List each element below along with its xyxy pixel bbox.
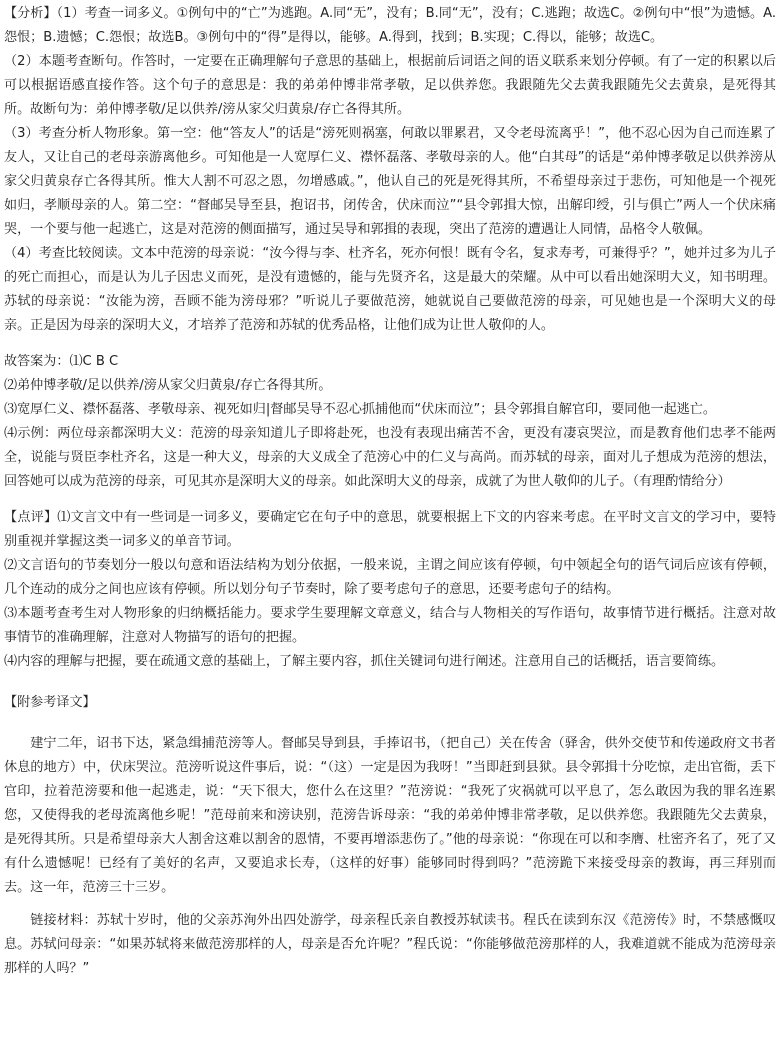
comment-section bbox=[4, 506, 776, 674]
translation-section bbox=[4, 691, 776, 981]
translation-heading: 【附参考译文】 bbox=[4, 695, 96, 710]
answer-4: ⑷示例：两位母亲都深明大义：范滂的母亲知道儿子即将赴死，也没有表现出痛苦不舍，更没有凄哀哭泣，而是教育他们忠孝不能两全，说能与贤臣李杜齐名，这是一种大义，母亲的大义成全了范滂心中的仁义与高尚。而苏轼的母亲，面对儿子想成为范滂的想法，回答她可以成为范滂的母亲，可见其亦是深明大义的母亲。如此深明大义的母亲，成就了为世人敬仰的儿子。（有理酌情给分） bbox=[4, 426, 776, 489]
comment-1: 【点评】⑴文言文中有一些词是一词多义，要确定它在句子中的意思，就要根据上下文的内容来考虑。在平时文言文的学习中，要特别重视并掌握这类一词多义的单音节词。 bbox=[4, 510, 776, 549]
analysis-part-1: 【分析】（1）考查一词多义。①例句中的“亡”为逃跑。A.同“无”，没有；B.同“无”，没有；C.逃跑；故选C。②例句中“恨”为遗憾。A.怨恨；B.遗憾；C.怨恨；故选B。③例句中的“得”是得以，能够。A.得到，找到；B.实现；C.得以，能够；故选C。 bbox=[4, 6, 776, 45]
link-material-paragraph: 链接材料：苏轼十岁时，他的父亲苏洵外出四处游学，母亲程氏亲自教授苏轼读书。程氏在读到东汉《范滂传》时，不禁感慨叹息。苏轼问母亲：“如果苏轼将来做范滂那样的人，母亲是否允许呢？”程氏说：“你能够做范滂那样的人，我难道就不能成为范滂母亲那样的人吗？” bbox=[4, 913, 776, 976]
answer-section bbox=[4, 350, 776, 494]
analysis-part-2: （2）本题考查断句。作答时，一定要在正确理解句子意思的基础上，根据前后词语之间的语义联系来划分停顿。有了一定的积累以后可以根据语感直接作答。这个句子的意思是：我的弟弟仲博非常孝敬，足以供养您。我跟随先父去黄我跟随先父去黄泉，是死得其所。故断句为：弟仲博孝敬/足以供养/滂从家父归黄泉/存亡各得其所。 bbox=[4, 54, 776, 117]
comment-2: ⑵文言语句的节奏划分一般以句意和语法结构为划分依据，一般来说，主谓之间应该有停顿，句中领起全句的语气词后应该有停顿，几个连动的成分之间也应该有停顿。所以划分句子节奏时，除了要考虑句子的意思，还要考虑句子的结构。 bbox=[4, 558, 776, 597]
comment-4: ⑷内容的理解与把握，要在疏通文意的基础上，了解主要内容，抓住关键词句进行阐述。注意用自己的话概括，语言要简练。 bbox=[4, 654, 725, 669]
analysis-part-3: （3）考查分析人物形象。第一空：他“答友人”的话是“滂死则祸塞，何敢以罪累君，又令老母流离乎！”，他不忍心因为自己而连累了友人，又让自己的老母亲游离他乡。可知他是一人宽厚仁义、襟怀磊落、孝敬母亲的人。他“白其母”的话是“弟仲博孝敬足以供养滂从家父归黄泉存亡各得其所。惟大人割不可忍之恩，勿增感戚。”，他认自己的死是死得其所，不希望母亲过于悲伤，可知他是一个视死如归，孝顺母亲的人。第二空：“督邮吴导至县，抱诏书，闭传舍，伏床而泣”“县令郭揖大惊，出解印绶，引与俱亡”两人一个伏床痛哭，一个要与他一起逃亡，这是对范滂的侧面描写，通过吴导和郭揖的表现，突出了范滂的遭遇让人同情，品格令人敬佩。 bbox=[4, 126, 776, 237]
translation-paragraph: 建宁二年，诏书下达，紧急缉捕范滂等人。督邮吴导到县，手捧诏书，（把自己）关在传舍（驿舍，供外交使节和传递政府文书者休息的地方）中，伏床哭泣。范滂听说这件事后，说：“（这）一定是因为我呀！”当即赶到县狱。县令郭揖十分吃惊，走出官衙，丢下官印，拉着范滂要和他一起逃走，说：“天下很大，您什么在这里？”范滂说：“我死了灾祸就可以平息了，怎么敢因为我的罪名连累您，又使得我的老母流离他乡呢！”范母前来和滂诀别，范滂告诉母亲：“我的弟弟仲博非常孝敬，足以供养您。我跟随先父去黄泉，是死得其所。只是希望母亲大人割舍这难以割舍的恩情，不要再增添悲伤了。”他的母亲说：“你现在可以和李膺、杜密齐名了，死了又有什么遗憾呢！已经有了美好的名声，又要追求长寿，（这样的好事）能够同时得到吗？”范滂跪下来接受母亲的教诲，再三拜别而去。这一年，范滂三十三岁。 bbox=[4, 736, 776, 895]
answer-3: ⑶宽厚仁义、襟怀磊落、孝敬母亲、视死如归|督邮吴导不忍心抓捕他而“伏床而泣”；县令郭揖自解官印，要同他一起逃亡。 bbox=[4, 402, 716, 417]
analysis-section bbox=[4, 2, 776, 338]
comment-3: ⑶本题考查考生对人物形象的归纳概括能力。要求学生要理解文章意义，结合与人物相关的写作语句，故事情节进行概括。注意对故事情节的准确理解，注意对人物描写的语句的把握。 bbox=[4, 606, 776, 645]
analysis-part-4: （4）考查比较阅读。文本中范滂的母亲说：“汝今得与李、杜齐名，死亦何恨！既有令名，复求寿考，可兼得乎？”，她并过多为儿子的死亡而担心，而是认为儿子因忠义而死，是没有遗憾的，能与先贤齐名，这是最大的荣耀。从中可以看出她深明大义，知书明理。苏轼的母亲说：“汝能为滂，吾顾不能为滂母邪？”听说儿子要做范滂，她就说自己要做范滂的母亲，可见她也是一个深明大义的母亲。正是因为母亲的深明大义，才培养了范滂和苏轼的优秀品格，让他们成为让世人敬仰的人。 bbox=[4, 246, 776, 333]
answer-1: 故答案为：⑴C B C bbox=[4, 354, 119, 369]
answer-2: ⑵弟仲博孝敬/足以供养/滂从家父归黄泉/存亡各得其所。 bbox=[4, 378, 332, 393]
